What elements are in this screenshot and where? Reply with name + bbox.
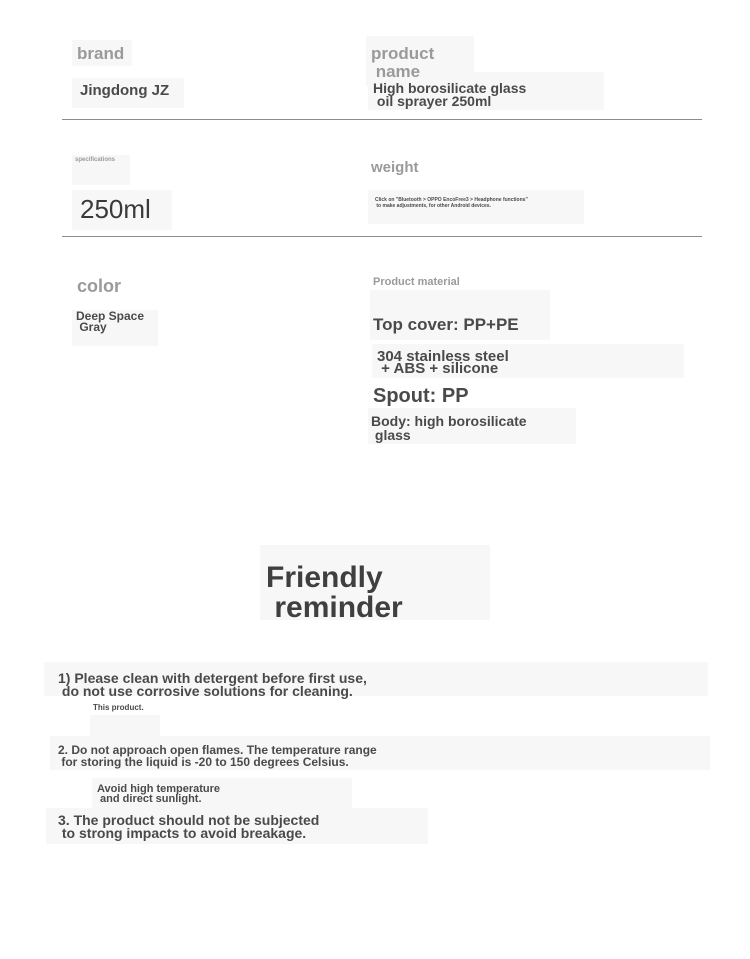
reminder-note-1-sub: This product.	[93, 703, 144, 712]
divider-line	[62, 119, 702, 120]
specifications-label: specifications	[75, 157, 116, 163]
material-item: Spout: PP	[373, 385, 469, 407]
reminder-title: Friendly reminder	[266, 561, 403, 624]
product-name-value: High borosilicate glass oil sprayer 250ml	[373, 80, 527, 109]
reminder-note-2-sub: Avoid high temperature and direct sunlight.	[97, 783, 221, 805]
reminder-note-3: 3. The product should not be subjected to strong impacts to avoid breakage.	[58, 812, 320, 841]
brand-value: Jingdong JZ	[80, 82, 170, 99]
product-name-label: product name	[371, 44, 435, 81]
divider-line	[62, 236, 702, 237]
reminder-note-2: 2. Do not approach open flames. The temperature range for storing the liquid is -20 to 150 degrees Celsius.	[58, 743, 377, 769]
material-item: 304 stainless steel + ABS + silicone	[377, 348, 509, 377]
specifications-value: 250ml	[80, 194, 151, 224]
weight-value: Click on "Bluetooth > OPPO EncoFree3 > Headphone functions" to make adjustments, for other Android devices.	[375, 197, 528, 209]
material-label: Product material	[373, 276, 460, 288]
reminder-note-1: 1) Please clean with detergent before first use, do not use corrosive solutions for cleaning.	[58, 670, 367, 699]
color-value: Deep Space Gray	[76, 309, 145, 334]
weight-label: weight	[371, 159, 419, 176]
color-label: color	[77, 276, 122, 296]
bg-patch	[90, 715, 160, 737]
material-item: Body: high borosilicate glass	[371, 413, 527, 443]
brand-label: brand	[77, 44, 125, 63]
material-item: Top cover: PP+PE	[373, 315, 519, 334]
